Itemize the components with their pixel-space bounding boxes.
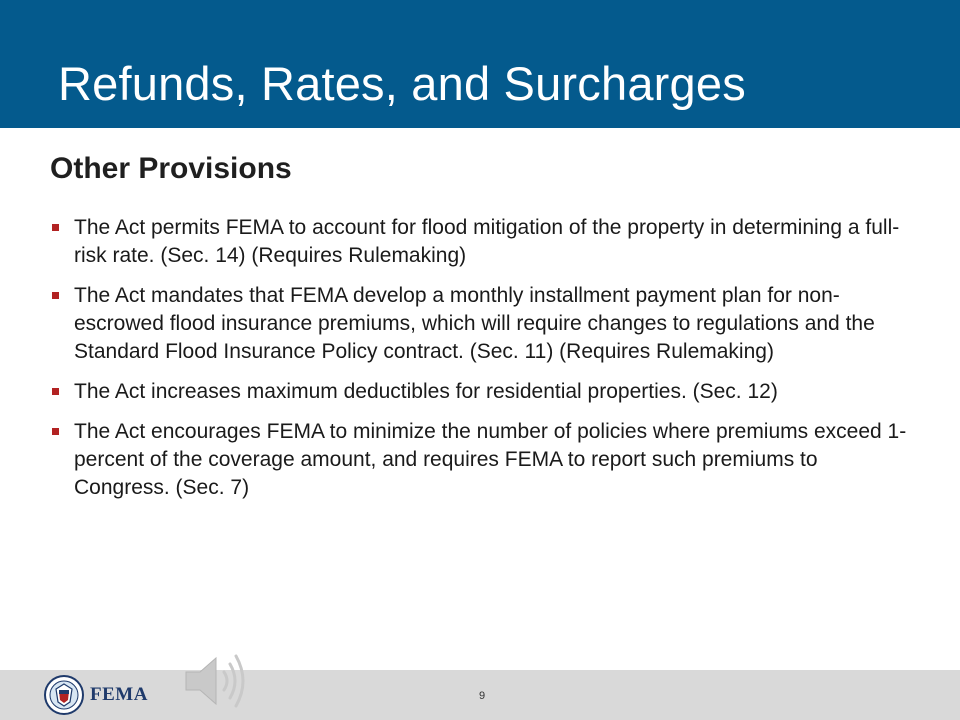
bullet-item: [50, 418, 912, 502]
square-bullet-icon: [52, 292, 59, 299]
bullet-item: [50, 214, 912, 270]
speaker-icon[interactable]: [180, 650, 248, 712]
square-bullet-icon: [52, 428, 59, 435]
section-subtitle: Other Provisions: [50, 152, 292, 185]
bullet-text: The Act permits FEMA to account for flood mitigation of the property in determining a full-risk rate. (Sec. 14) (Requires Rulemaking): [74, 216, 900, 267]
bullet-list: [50, 214, 912, 514]
square-bullet-icon: [52, 224, 59, 231]
bullet-item: [50, 282, 912, 366]
dhs-seal-icon: [44, 675, 84, 715]
page-number: 9: [478, 690, 486, 702]
fema-wordmark: FEMA: [90, 684, 148, 705]
square-bullet-icon: [52, 388, 59, 395]
bullet-item: [50, 378, 912, 406]
bullet-text: The Act mandates that FEMA develop a monthly installment payment plan for non-escrowed flood insurance premiums, which will require changes to regulations and the Standard Flood Insurance Policy contract. (Sec. 11) (Requires Rulemaking): [74, 284, 875, 363]
bullet-text: The Act increases maximum deductibles for residential properties. (Sec. 12): [74, 380, 778, 403]
slide-title: Refunds, Rates, and Surcharges: [58, 57, 746, 110]
fema-logo: [44, 674, 148, 716]
bullet-text: The Act encourages FEMA to minimize the number of policies where premiums exceed 1-percent of the coverage amount, and requires FEMA to report such premiums to Congress. (Sec. 7): [74, 420, 907, 499]
